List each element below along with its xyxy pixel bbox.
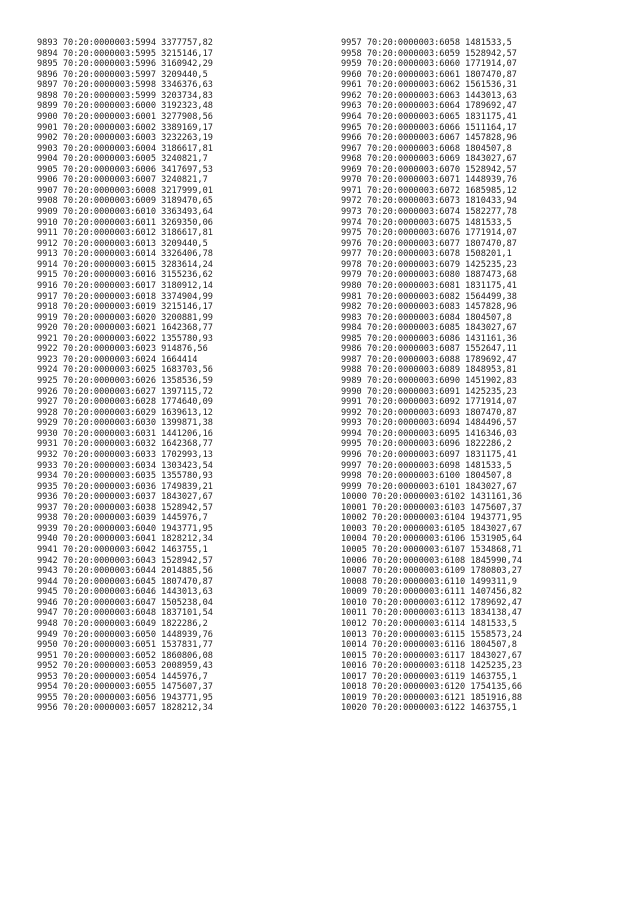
record-row: 9998 70:20:0000003:6100 1804507,8	[341, 471, 512, 482]
record-row: 9934 70:20:0000003:6035 1355780,93	[37, 471, 213, 482]
record-row: 9940 70:20:0000003:6041 1828212,34	[37, 534, 213, 545]
record-row: 9911 70:20:0000003:6012 3186617,81	[37, 228, 213, 239]
record-row: 9950 70:20:0000003:6051 1537831,77	[37, 640, 213, 651]
record-row: 9919 70:20:0000003:6020 3200881,99	[37, 312, 213, 323]
record-row: 9939 70:20:0000003:6040 1943771,95	[37, 523, 213, 534]
record-row: 9990 70:20:0000003:6091 1425235,23	[341, 386, 517, 397]
record-row: 9953 70:20:0000003:6054 1445976,7	[37, 671, 208, 682]
record-row: 10019 70:20:0000003:6121 1851916,88	[341, 692, 523, 703]
record-row: 9987 70:20:0000003:6088 1789692,47	[341, 354, 517, 365]
record-row: 9942 70:20:0000003:6043 1528942,57	[37, 555, 213, 566]
record-row: 9904 70:20:0000003:6005 3240821,7	[37, 154, 208, 165]
record-row: 9924 70:20:0000003:6025 1683703,56	[37, 365, 213, 376]
record-row: 9975 70:20:0000003:6076 1771914,07	[341, 228, 517, 239]
record-row: 9932 70:20:0000003:6033 1702993,13	[37, 449, 213, 460]
record-row: 9971 70:20:0000003:6072 1685985,12	[341, 185, 517, 196]
record-row: 9937 70:20:0000003:6038 1528942,57	[37, 502, 213, 513]
record-row: 9930 70:20:0000003:6031 1441206,16	[37, 428, 213, 439]
record-row: 9951 70:20:0000003:6052 1860806,08	[37, 650, 213, 661]
record-row: 10020 70:20:0000003:6122 1463755,1	[341, 703, 517, 714]
record-row: 9928 70:20:0000003:6029 1639613,12	[37, 407, 213, 418]
record-row: 9897 70:20:0000003:5998 3346376,63	[37, 80, 213, 91]
record-row: 9948 70:20:0000003:6049 1822286,2	[37, 618, 208, 629]
record-row: 10002 70:20:0000003:6104 1943771,95	[341, 513, 523, 524]
record-row: 9974 70:20:0000003:6075 1481533,5	[341, 217, 512, 228]
record-row: 9994 70:20:0000003:6095 1416346,03	[341, 428, 517, 439]
record-row: 9946 70:20:0000003:6047 1505238,04	[37, 597, 213, 608]
record-row: 9936 70:20:0000003:6037 1843027,67	[37, 492, 213, 503]
record-row: 10004 70:20:0000003:6106 1531905,64	[341, 534, 523, 545]
record-row: 9961 70:20:0000003:6062 1561536,31	[341, 80, 517, 91]
record-row: 9965 70:20:0000003:6066 1511164,17	[341, 122, 517, 133]
record-row: 9977 70:20:0000003:6078 1508201,1	[341, 249, 512, 260]
record-row: 9899 70:20:0000003:6000 3192323,48	[37, 101, 213, 112]
record-row: 9923 70:20:0000003:6024 1664414	[37, 354, 198, 365]
record-row: 10018 70:20:0000003:6120 1754135,66	[341, 682, 523, 693]
record-row: 9944 70:20:0000003:6045 1807470,87	[37, 576, 213, 587]
record-row: 9983 70:20:0000003:6084 1804507,8	[341, 312, 512, 323]
record-row: 9988 70:20:0000003:6089 1848953,81	[341, 365, 517, 376]
record-row: 10015 70:20:0000003:6117 1843027,67	[341, 650, 523, 661]
record-row: 10014 70:20:0000003:6116 1804507,8	[341, 640, 517, 651]
record-row: 9979 70:20:0000003:6080 1887473,68	[341, 270, 517, 281]
record-row: 9993 70:20:0000003:6094 1484496,57	[341, 418, 517, 429]
record-row: 9973 70:20:0000003:6074 1582277,78	[341, 207, 517, 217]
record-row: 10007 70:20:0000003:6109 1780803,27	[341, 566, 523, 577]
record-row: 9972 70:20:0000003:6073 1810433,94	[341, 196, 517, 207]
record-row: 9941 70:20:0000003:6042 1463755,1	[37, 545, 208, 555]
record-row: 9952 70:20:0000003:6053 2008959,43	[37, 661, 213, 672]
record-row: 9986 70:20:0000003:6087 1552647,11	[341, 344, 517, 355]
record-row: 9943 70:20:0000003:6044 2014885,56	[37, 566, 213, 577]
record-row: 9902 70:20:0000003:6003 3232263,19	[37, 133, 213, 144]
record-row: 9916 70:20:0000003:6017 3180912,14	[37, 280, 213, 291]
record-row: 10001 70:20:0000003:6103 1475607,37	[341, 502, 523, 513]
record-row: 9992 70:20:0000003:6093 1807470,87	[341, 407, 517, 418]
record-row: 9997 70:20:0000003:6098 1481533,5	[341, 460, 512, 471]
right-column	[341, 38, 522, 714]
record-row: 9925 70:20:0000003:6026 1358536,59	[37, 376, 213, 386]
record-row: 9913 70:20:0000003:6014 3326406,78	[37, 249, 213, 260]
record-row: 9958 70:20:0000003:6059 1528942,57	[341, 48, 517, 59]
record-row: 9898 70:20:0000003:5999 3203734,83	[37, 90, 213, 101]
record-row: 9931 70:20:0000003:6032 1642368,77	[37, 439, 213, 450]
left-column	[37, 38, 213, 714]
record-row: 9956 70:20:0000003:6057 1828212,34	[37, 703, 213, 714]
record-row: 9922 70:20:0000003:6023 914876,56	[37, 344, 208, 355]
record-row: 9957 70:20:0000003:6058 1481533,5	[341, 38, 512, 48]
record-row: 9920 70:20:0000003:6021 1642368,77	[37, 323, 213, 334]
record-row: 9962 70:20:0000003:6063 1443013,63	[341, 90, 517, 101]
record-row: 9984 70:20:0000003:6085 1843027,67	[341, 323, 517, 334]
record-row: 9900 70:20:0000003:6001 3277908,56	[37, 111, 213, 122]
record-row: 9915 70:20:0000003:6016 3155236,62	[37, 270, 213, 281]
record-row: 9905 70:20:0000003:6006 3417697,53	[37, 164, 213, 175]
record-row: 9968 70:20:0000003:6069 1843027,67	[341, 154, 517, 165]
record-row: 9996 70:20:0000003:6097 1831175,41	[341, 449, 517, 460]
record-row: 9917 70:20:0000003:6018 3374904,99	[37, 291, 213, 302]
record-row: 10009 70:20:0000003:6111 1407456,82	[341, 587, 523, 598]
record-row: 9921 70:20:0000003:6022 1355780,93	[37, 333, 213, 344]
record-row: 10016 70:20:0000003:6118 1425235,23	[341, 661, 523, 672]
record-row: 9970 70:20:0000003:6071 1448939,76	[341, 175, 517, 186]
record-row: 10011 70:20:0000003:6113 1834138,47	[341, 608, 523, 619]
record-row: 9966 70:20:0000003:6067 1457828,96	[341, 133, 517, 144]
record-row: 9894 70:20:0000003:5995 3215146,17	[37, 48, 213, 59]
record-row: 9954 70:20:0000003:6055 1475607,37	[37, 682, 213, 693]
record-row: 9963 70:20:0000003:6064 1789692,47	[341, 101, 517, 112]
record-row: 9896 70:20:0000003:5997 3209440,5	[37, 69, 208, 80]
record-row: 10010 70:20:0000003:6112 1789692,47	[341, 597, 523, 608]
record-row: 9955 70:20:0000003:6056 1943771,95	[37, 692, 213, 703]
record-row: 9914 70:20:0000003:6015 3283614,24	[37, 259, 213, 270]
record-row: 10013 70:20:0000003:6115 1558573,24	[341, 629, 523, 640]
record-row: 9926 70:20:0000003:6027 1397115,72	[37, 386, 213, 397]
record-row: 9999 70:20:0000003:6101 1843027,67	[341, 481, 517, 492]
record-row: 9969 70:20:0000003:6070 1528942,57	[341, 164, 517, 175]
record-row: 9967 70:20:0000003:6068 1804507,8	[341, 143, 512, 154]
record-row: 10012 70:20:0000003:6114 1481533,5	[341, 618, 517, 629]
record-row: 9982 70:20:0000003:6083 1457828,96	[341, 302, 517, 313]
record-row: 9976 70:20:0000003:6077 1807470,87	[341, 238, 517, 249]
record-row: 10000 70:20:0000003:6102 1431161,36	[341, 492, 523, 503]
record-row: 9938 70:20:0000003:6039 1445976,7	[37, 513, 208, 524]
record-row: 9959 70:20:0000003:6060 1771914,07	[341, 59, 517, 70]
record-row: 9945 70:20:0000003:6046 1443013,63	[37, 587, 213, 598]
record-row: 9978 70:20:0000003:6079 1425235,23	[341, 259, 517, 270]
record-row: 10008 70:20:0000003:6110 1499311,9	[341, 576, 517, 587]
record-row: 9910 70:20:0000003:6011 3269350,06	[37, 217, 213, 228]
record-row: 9980 70:20:0000003:6081 1831175,41	[341, 280, 517, 291]
record-row: 10006 70:20:0000003:6108 1845990,74	[341, 555, 523, 566]
record-row: 9907 70:20:0000003:6008 3217999,01	[37, 185, 213, 196]
record-row: 9964 70:20:0000003:6065 1831175,41	[341, 111, 517, 122]
record-row: 9906 70:20:0000003:6007 3240821,7	[37, 175, 208, 186]
record-row: 10017 70:20:0000003:6119 1463755,1	[341, 671, 517, 682]
record-row: 9918 70:20:0000003:6019 3215146,17	[37, 302, 213, 313]
record-row: 9927 70:20:0000003:6028 1774640,09	[37, 397, 213, 408]
record-row: 9985 70:20:0000003:6086 1431161,36	[341, 333, 517, 344]
record-row: 9991 70:20:0000003:6092 1771914,07	[341, 397, 517, 408]
record-row: 9893 70:20:0000003:5994 3377757,82	[37, 38, 213, 48]
record-row: 10005 70:20:0000003:6107 1534868,71	[341, 545, 523, 555]
record-row: 9949 70:20:0000003:6050 1448939,76	[37, 629, 213, 640]
record-row: 9995 70:20:0000003:6096 1822286,2	[341, 439, 512, 450]
record-row: 9909 70:20:0000003:6010 3363493,64	[37, 207, 213, 217]
record-row: 9903 70:20:0000003:6004 3186617,81	[37, 143, 213, 154]
record-row: 9912 70:20:0000003:6013 3209440,5	[37, 238, 208, 249]
record-row: 9935 70:20:0000003:6036 1749839,21	[37, 481, 213, 492]
record-row: 9929 70:20:0000003:6030 1399871,38	[37, 418, 213, 429]
record-row: 9960 70:20:0000003:6061 1807470,87	[341, 69, 517, 80]
record-row: 9981 70:20:0000003:6082 1564499,38	[341, 291, 517, 302]
record-row: 10003 70:20:0000003:6105 1843027,67	[341, 523, 523, 534]
record-row: 9908 70:20:0000003:6009 3189470,65	[37, 196, 213, 207]
record-row: 9989 70:20:0000003:6090 1451902,83	[341, 376, 517, 386]
record-row: 9901 70:20:0000003:6002 3389169,17	[37, 122, 213, 133]
record-row: 9947 70:20:0000003:6048 1837101,54	[37, 608, 213, 619]
record-row: 9933 70:20:0000003:6034 1303423,54	[37, 460, 213, 471]
record-row: 9895 70:20:0000003:5996 3160942,29	[37, 59, 213, 70]
